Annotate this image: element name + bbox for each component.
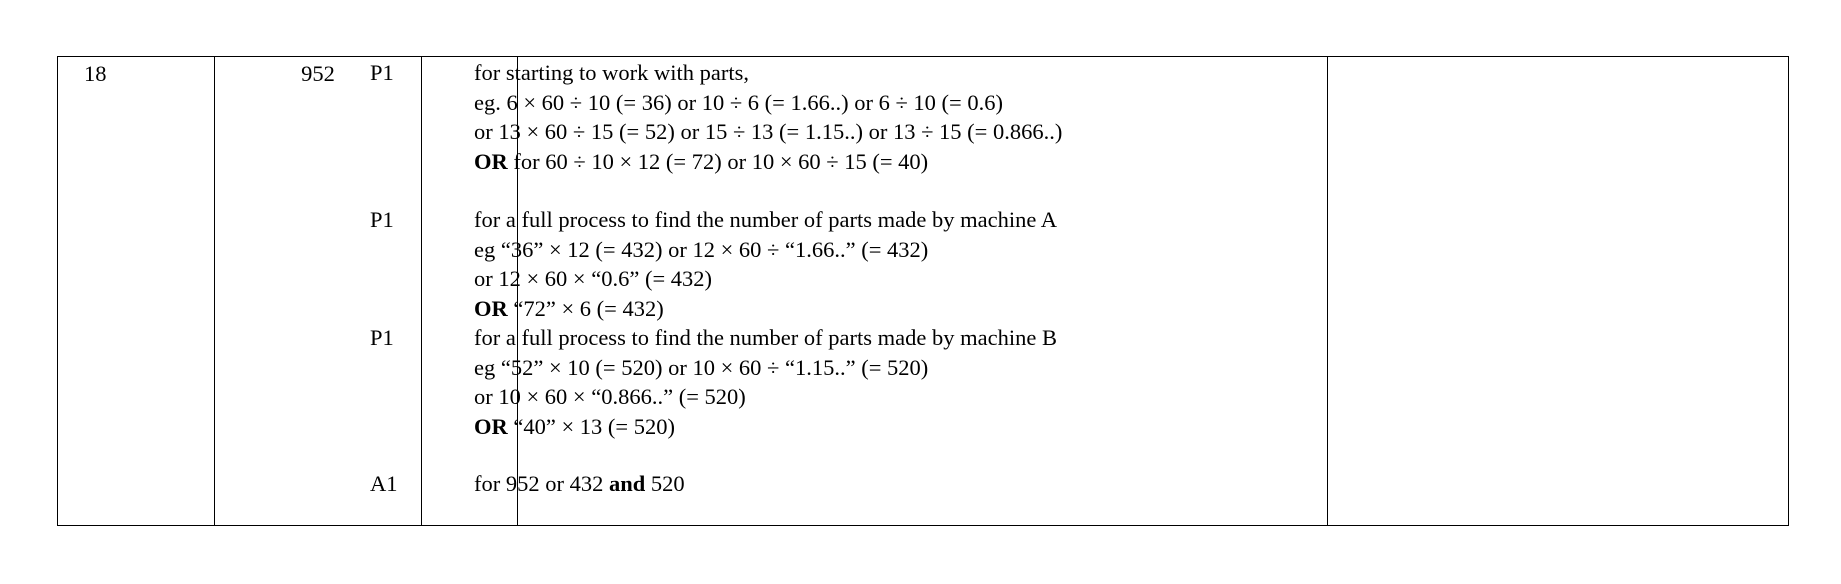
guidance-keyword: and [608, 471, 646, 496]
guidance-text: for a full process to find the number of parts made by machine A [474, 207, 1057, 232]
guidance-text: for starting to work with parts, [474, 60, 749, 85]
guidance-text: “72” × 6 (= 432) [507, 295, 664, 321]
guidance-keyword: OR [474, 413, 508, 439]
guidance-text: for 60 ÷ 10 × 12 (= 72) or 10 × 60 ÷ 15 (= 40) [507, 148, 929, 174]
guidance-line [474, 117, 1062, 147]
guidance-text: for a full process to find the number of parts made by machine B [474, 325, 1057, 350]
guidance-text: 520 [645, 471, 685, 496]
guidance-block [474, 58, 1062, 176]
guidance-block [474, 469, 685, 499]
answer-value: 952 [301, 61, 335, 86]
guidance-line [474, 382, 1057, 412]
guidance-line [474, 412, 1057, 442]
notes-column [1328, 57, 1788, 525]
mark-code: P1 [370, 60, 394, 85]
guidance-text: “40” × 13 (= 520) [507, 413, 675, 439]
guidance-text: for 952 or 432 [474, 471, 609, 496]
guidance-line [474, 147, 1062, 177]
mark-code: P1 [370, 207, 394, 232]
guidance-line [474, 353, 1057, 383]
guidance-text: eg. 6 × 60 ÷ 10 (= 36) or 10 ÷ 6 (= 1.66..) or 6 ÷ 10 (= 0.6) [474, 89, 1003, 115]
question-column [58, 57, 215, 525]
guidance-line [474, 58, 1062, 88]
guidance-line [474, 264, 1057, 294]
guidance-keyword: OR [474, 148, 508, 174]
guidance-text: or 10 × 60 × “0.866..” (= 520) [474, 384, 746, 409]
guidance-line [474, 88, 1062, 118]
guidance-line [474, 205, 1057, 235]
guidance-text: eg “52” × 10 (= 520) or 10 × 60 ÷ “1.15..” (= 520) [474, 354, 929, 380]
question-number: 18 [84, 61, 107, 86]
guidance-line [474, 235, 1057, 265]
answer-column [215, 57, 422, 525]
guidance-line [474, 294, 1057, 324]
guidance-text: or 13 × 60 ÷ 15 (= 52) or 15 ÷ 13 (= 1.15..) or 13 ÷ 15 (= 0.866..) [474, 119, 1063, 144]
mark-code: P1 [370, 325, 394, 350]
guidance-line [474, 323, 1057, 353]
guidance-block [474, 323, 1057, 441]
mark-code: A1 [370, 471, 398, 496]
guidance-text: or 12 × 60 × “0.6” (= 432) [474, 266, 713, 291]
guidance-keyword: OR [474, 295, 508, 321]
guidance-line [474, 469, 685, 499]
guidance-text: eg “36” × 12 (= 432) or 12 × 60 ÷ “1.66..” (= 432) [474, 236, 929, 262]
guidance-block [474, 205, 1057, 323]
